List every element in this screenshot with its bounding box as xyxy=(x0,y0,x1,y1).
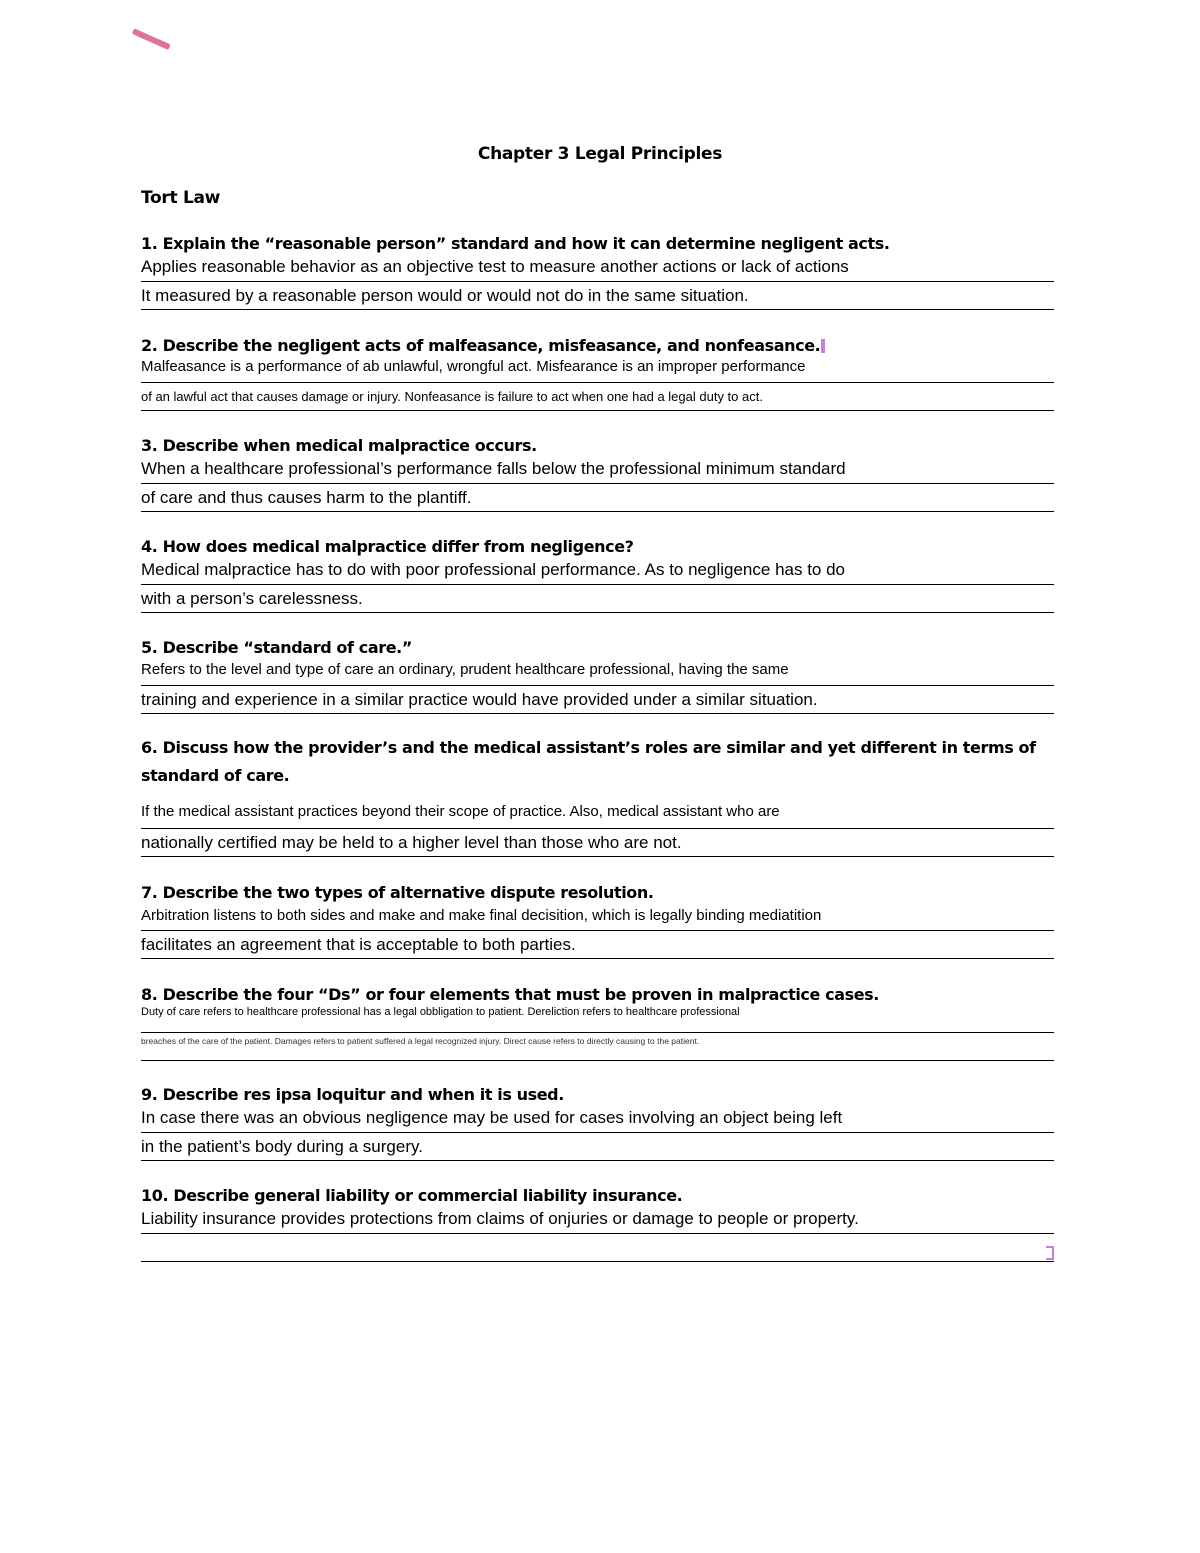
answer-line[interactable]: nationally certified may be held to a higher level than those who are not. xyxy=(141,829,1054,857)
question-block xyxy=(141,1184,1054,1262)
question-text: 3. Describe when medical malpractice occurs. xyxy=(141,436,537,455)
question-text: 1. Explain the “reasonable person” standard and how it can determine negligent acts. xyxy=(141,234,890,253)
answer-line[interactable]: Refers to the level and type of care an ordinary, prudent healthcare professional, having the same xyxy=(141,659,1054,686)
answer-line[interactable]: In case there was an obvious negligence may be used for cases involving an object being left xyxy=(141,1106,1054,1133)
answer-line[interactable]: training and experience in a similar practice would have provided under a similar situation. xyxy=(141,686,1054,714)
answer-line[interactable]: Applies reasonable behavior as an objective test to measure another actions or lack of actions xyxy=(141,255,1054,282)
question-text: 8. Describe the four “Ds” or four elements that must be proven in malpractice cases. xyxy=(141,985,879,1004)
question-block xyxy=(141,1083,1054,1161)
question-block xyxy=(141,535,1054,613)
question-text: 4. How does medical malpractice differ from negligence? xyxy=(141,537,634,556)
answer-line[interactable]: facilitates an agreement that is acceptable to both parties. xyxy=(141,931,1054,959)
question-block xyxy=(141,334,1054,411)
answer-line[interactable]: Liability insurance provides protections from claims of onjuries or damage to people or property. xyxy=(141,1207,1054,1234)
question-text: 5. Describe “standard of care.” xyxy=(141,638,412,657)
question-block xyxy=(141,881,1054,959)
section-heading: Tort Law xyxy=(141,188,221,208)
answer-line[interactable]: breaches of the care of the patient. Damages refers to patient suffered a legal recognized injury. Direct cause refers to directly causing to the patient. xyxy=(141,1033,1054,1061)
question-block xyxy=(141,734,1054,857)
answer-line[interactable]: of an lawful act that causes damage or injury. Nonfeasance is failure to act when one had a legal duty to act. xyxy=(141,383,1054,411)
question-text xyxy=(141,334,1054,357)
pen-annotation-mark xyxy=(132,28,171,50)
question-text: 9. Describe res ipsa loquitur and when it is used. xyxy=(141,1085,564,1104)
question-label: 2. Describe the negligent acts of malfeasance, misfeasance, and nonfeasance. xyxy=(141,336,821,355)
question-block xyxy=(141,636,1054,714)
question-text: 10. Describe general liability or commercial liability insurance. xyxy=(141,1186,683,1205)
answer-line[interactable]: in the patient’s body during a surgery. xyxy=(141,1133,1054,1161)
question-text: 7. Describe the two types of alternative dispute resolution. xyxy=(141,883,654,902)
question-block xyxy=(141,983,1054,1061)
cursor-bracket-mark xyxy=(1046,1246,1054,1260)
cursor-mark xyxy=(821,339,825,353)
answer-line[interactable] xyxy=(141,1234,1054,1262)
answer-line[interactable]: Malfeasance is a performance of ab unlawful, wrongful act. Misfearance is an improper performance xyxy=(141,357,1054,383)
answer-line[interactable]: If the medical assistant practices beyond their scope of practice. Also, medical assistant who are xyxy=(141,800,1054,829)
question-text: 6. Discuss how the provider’s and the medical assistant’s roles are similar and yet different in terms of standard of care. xyxy=(141,738,1036,785)
answer-line[interactable]: Duty of care refers to healthcare professional has a legal obbligation to patient. Dereliction refers to healthcare professional xyxy=(141,1006,1054,1033)
document-title: Chapter 3 Legal Principles xyxy=(477,144,723,164)
question-block xyxy=(141,434,1054,512)
answer-line[interactable]: of care and thus causes harm to the plantiff. xyxy=(141,484,1054,512)
answer-line[interactable]: Arbitration listens to both sides and make and make final decisition, which is legally binding mediatition xyxy=(141,904,1054,931)
answer-line[interactable]: When a healthcare professional’s performance falls below the professional minimum standard xyxy=(141,457,1054,484)
answer-line[interactable]: Medical malpractice has to do with poor professional performance. As to negligence has to do xyxy=(141,558,1054,585)
question-block xyxy=(141,232,1054,310)
answer-line[interactable]: with a person’s carelessness. xyxy=(141,585,1054,613)
answer-line[interactable]: It measured by a reasonable person would or would not do in the same situation. xyxy=(141,282,1054,310)
